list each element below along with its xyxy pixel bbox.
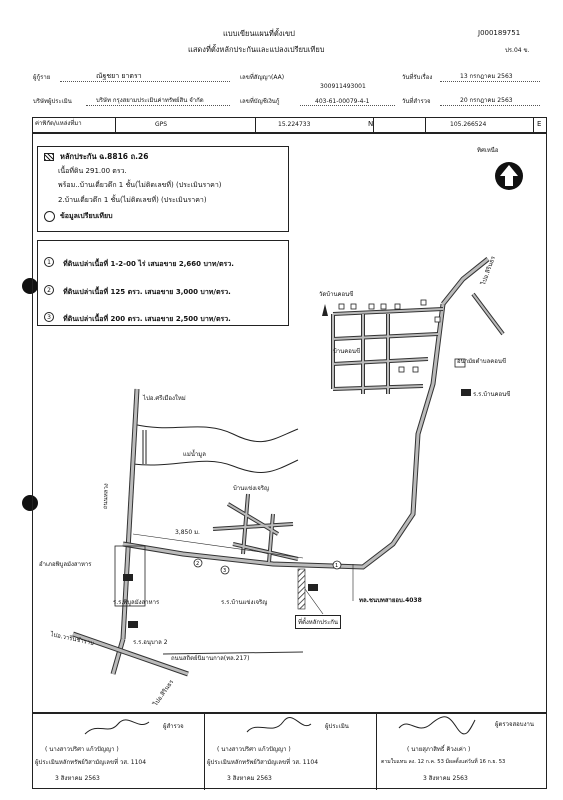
latitude-direction: N — [368, 120, 374, 128]
collateral-location-tag: ที่ตั้งหลักประกัน — [295, 615, 341, 629]
longitude: 105.266524 — [450, 121, 487, 128]
reference-label: เลขที่บัญชีเงินกู้ — [240, 98, 280, 105]
debtor-name: ณัฐชยา ยาตรา — [96, 72, 142, 80]
signature-role: ผู้ประเมิน — [325, 723, 349, 730]
collateral-building-1: พร้อม..บ้านเดี่ยวตึก 1 ชั้น(ไม่ติดเลขที่) (ประเมินราคา) — [58, 181, 222, 189]
svg-text:3: 3 — [223, 568, 227, 574]
signature-role: ผู้สำรวจ — [163, 723, 184, 730]
signature-date: 3 สิงหาคม 2563 — [227, 775, 272, 782]
label-school-2: ร.ร.อนุบาล 2 — [133, 639, 168, 646]
signature-license: ผู้ประเมินหลักทรัพย์วิสามัญเลขที่ วส. 1104 — [207, 759, 319, 766]
comparables-box — [37, 240, 289, 326]
label-mun-river: แม่น้ำมูล — [183, 451, 206, 458]
comparable-text: ที่ดินเปล่าเนื้อที่ 125 ตรว. เสนอขาย 3,000 บาท/ตรว. — [63, 288, 231, 296]
label-distance: 3,850 ม. — [175, 529, 200, 536]
comparable-text: ที่ดินเปล่าเนื้อที่ 1-2-00 ไร่ เสนอขาย 2,660 บาท/ตรว. — [63, 260, 234, 268]
river-line — [133, 460, 298, 473]
comparable-item — [44, 306, 231, 325]
survey-label: วันที่สำรวจ — [402, 98, 431, 105]
north-label: ทิศเหนือ — [477, 147, 499, 154]
account-label: เลขที่สัญญา(AA) — [240, 74, 285, 81]
signature-name: ( นายสุภาสิทธิ์ คิวงเค่า ) — [407, 746, 471, 753]
label-to-warin: ไปอ.วารินชำราบ — [49, 631, 95, 648]
comparable-number: 3 — [44, 312, 54, 322]
signature-date: 3 สิงหาคม 2563 — [55, 775, 100, 782]
north-arrow-icon — [495, 162, 523, 190]
label-health-center: อนามัยตำบลคอนขี — [457, 358, 507, 365]
receive-label: วันที่รับเรื่อง — [402, 74, 433, 81]
signature-mark — [397, 714, 477, 738]
location-map — [32, 133, 547, 713]
latitude: 15.224733 — [278, 121, 311, 128]
company-label: บริษัทผู้ประเมิน — [33, 98, 72, 105]
signature-block — [32, 713, 547, 789]
label-school-phibun: ร.ร.พิบูลมังสาหาร — [113, 599, 160, 606]
collateral-area: เนื้อที่ดิน 291.00 ตรว. — [58, 167, 127, 175]
comparable-number: 2 — [44, 285, 54, 295]
comparable-number: 1 — [44, 257, 54, 267]
collateral-title: หลักประกัน ฉ.8816 ถ.26 — [60, 152, 149, 161]
signature-mark — [83, 716, 153, 738]
collateral-parcel — [298, 569, 305, 609]
temple-icon — [322, 304, 328, 316]
document-title: แบบเขียนแผนที่ตั้งเขป — [223, 29, 295, 38]
signature-name: ( นางสาวปริศา แก้วปัญญา ) — [217, 746, 291, 753]
survey-date: 20 กรกฎาคม 2563 — [460, 97, 513, 104]
coordinate-label: ค่าพิกัด/แหล่งที่มา — [35, 120, 82, 127]
label-road-4038: ทล.ชนบทสายอบ.4038 — [359, 597, 422, 604]
legend-box — [37, 146, 289, 232]
receive-date: 13 กรกฎาคม 2563 — [460, 73, 513, 80]
form-number: ปร.04 ข. — [505, 47, 530, 54]
collateral-swatch — [44, 153, 54, 161]
comparable-item — [44, 251, 234, 270]
label-to-sirindhorn-bottom: ไปอ.สิรินธร — [152, 678, 176, 708]
comparable-text: ที่ดินเปล่าเนื้อที่ 200 ตรว. เสนอขาย 2,500 บาท/ตรว. — [63, 315, 231, 323]
document-subtitle: แสดงที่ตั้งหลักประกันและแปลงเปรียบเทียบ — [188, 45, 325, 54]
svg-text:1: 1 — [335, 563, 339, 569]
signature-date: 3 สิงหาคม 2563 — [423, 775, 468, 782]
coordinate-source: GPS — [155, 121, 168, 128]
comparable-item — [44, 279, 231, 298]
label-school-khon-si: ร.ร.บ้านคอนขี — [473, 391, 511, 398]
signature-column — [33, 714, 205, 790]
river-line — [133, 424, 298, 442]
label-road-217: ถนนสถิตย์นิมานกาล(ทล.217) — [171, 655, 250, 662]
debtor-label: ผู้กู้ราย — [33, 74, 51, 81]
compare-label: ข้อมูลเปรียบเทียบ — [60, 212, 113, 220]
label-to-sri-mueang-mai: ไปอ.ศรีเมืองใหม่ — [143, 395, 186, 402]
label-ban-saeng-charoen: บ้านแข่งเจริญ — [233, 485, 270, 492]
label-road-left: ถนนหลวง — [102, 483, 110, 510]
signature-name: ( นางสาวปริศา แก้วปัญญา ) — [45, 746, 119, 753]
label-phibun-district: อำเภอพิบูลมังสาหาร — [39, 561, 92, 568]
reference-number: 403-61-00079-4-1 — [315, 98, 370, 105]
signature-column — [377, 714, 548, 790]
signature-mark — [245, 716, 315, 738]
signature-license: ผู้ประเมินหลักทรัพย์วิสามัญเลขที่ วส. 1104 — [35, 759, 147, 766]
svg-text:2: 2 — [196, 561, 200, 567]
signature-license: ตามใบแทน ลง. 12 ก.ค. 53 มีผลตั้งแต่วันที่ 16 ก.ย. 53 — [381, 759, 506, 765]
signature-column — [205, 714, 377, 790]
label-to-sirindhorn-top: ไปอ.สิรินธร — [480, 255, 497, 287]
label-wat-ban-khon-si: วัดบ้านคอนขี — [319, 291, 354, 298]
comparable-legend-icon — [44, 211, 55, 222]
label-ban-khon-si: บ้านคอนขี — [333, 348, 361, 355]
longitude-direction: E — [537, 120, 542, 128]
document-code: J000189751 — [478, 29, 521, 37]
signature-role: ผู้ตรวจสอบงาน — [495, 721, 534, 728]
collateral-building-2: 2.บ้านเดี่ยวตึก 1 ชั้น(ไม่ติดเลขที่) (ประเมินราคา) — [58, 196, 207, 204]
company-name: บริษัท กรุงสยามประเมินค่าทรัพย์สิน จำกัด — [96, 97, 204, 104]
label-school-saeng-charoen: ร.ร.บ้านแข่งเจริญ — [221, 599, 268, 606]
account-number: 300911493001 — [320, 83, 366, 90]
